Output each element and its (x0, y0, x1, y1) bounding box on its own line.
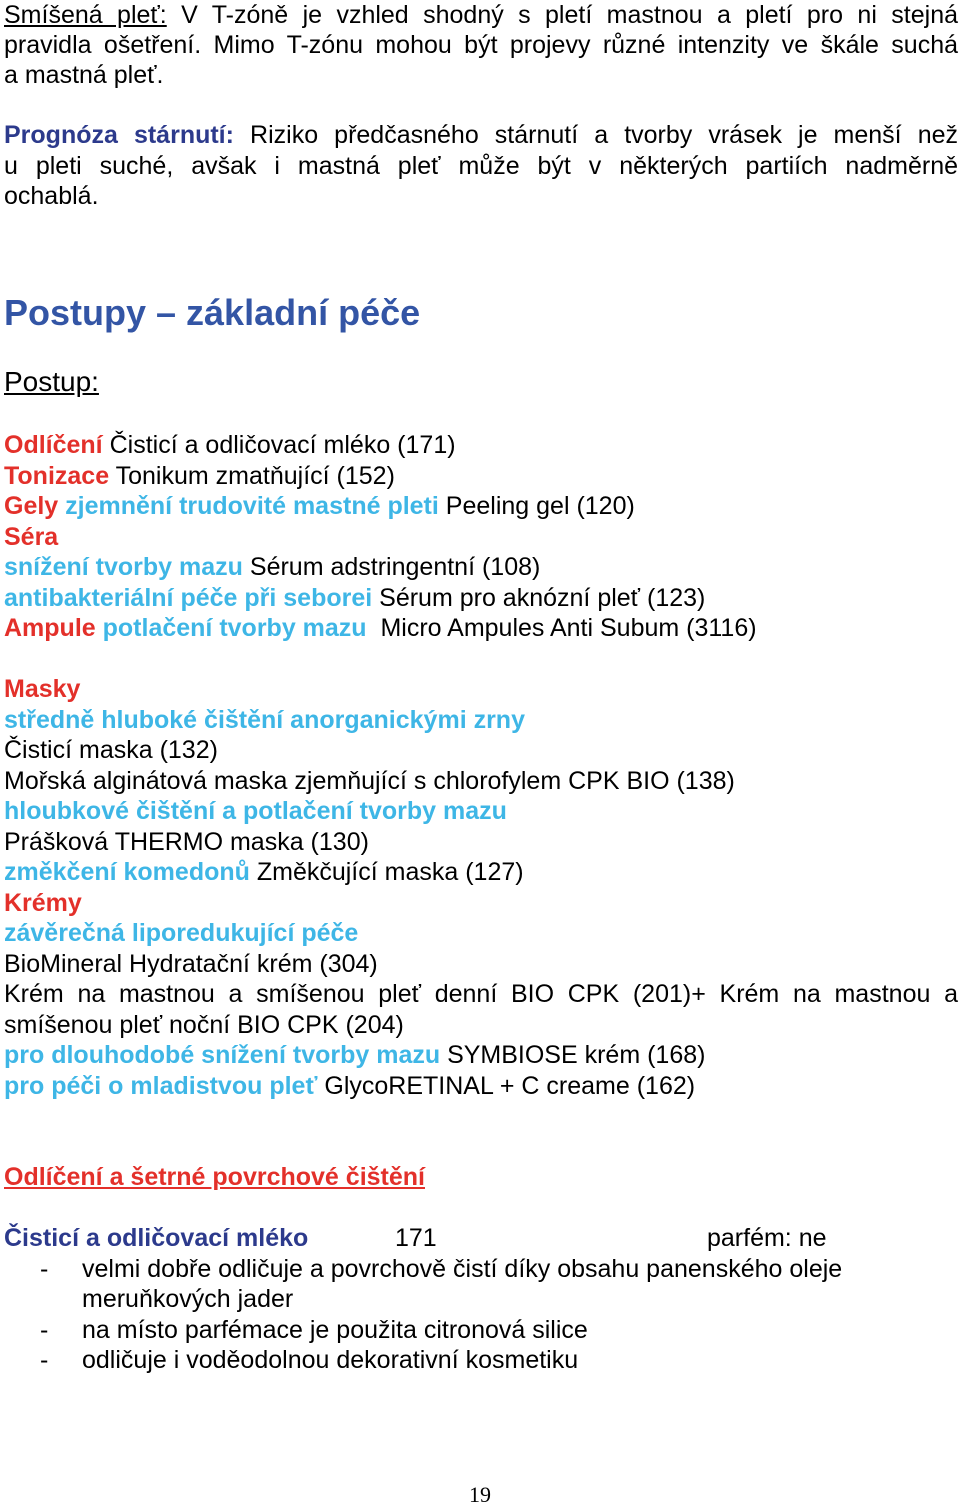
creams-purpose-1: závěrečná liporedukující péče (4, 919, 359, 947)
step-category: Gely (4, 492, 59, 520)
bullet-mark: - (40, 1255, 49, 1283)
step-product: Micro Ampules Anti Subum (3116) (366, 614, 757, 642)
step-sera-1 (4, 552, 540, 582)
bullet-2: na místo parfémace je použita citronová silice (82, 1316, 588, 1344)
mask-product-2: Mořská alginátová maska zjemňující s chlorofylem CPK BIO (138) (4, 767, 735, 795)
prognosis-line-1 (4, 120, 958, 150)
creams-line-3 (4, 1040, 705, 1070)
step-product: Sérum adstringentní (108) (242, 553, 541, 581)
creams-purpose-2: pro dlouhodobé snížení tvorby mazu (4, 1041, 441, 1069)
step-category: Odlíčení (4, 431, 103, 459)
step-gely (4, 491, 635, 521)
mixed-skin-line-1 (4, 0, 958, 30)
mask-product-3: Prášková THERMO maska (130) (4, 828, 369, 856)
creams-purpose-3: pro péči o mladistvou pleť (4, 1072, 318, 1100)
step-sera-2 (4, 583, 705, 613)
section-subtitle: Postup: (4, 366, 99, 397)
creams-category: Krémy (4, 889, 82, 917)
bullet-3: odličuje i voděodolnou dekorativní kosmetiku (82, 1346, 579, 1374)
cream-product-1: BioMineral Hydratační krém (304) (4, 950, 378, 978)
step-category: Séra (4, 523, 59, 551)
cream-product-3: SYMBIOSE krém (168) (440, 1041, 706, 1069)
step-ampule (4, 613, 757, 643)
bullet-mark: - (40, 1346, 49, 1374)
creams-line-4 (4, 1071, 695, 1101)
prognosis-line-2: u pleti suché, avšak i mastná pleť může být v některých partiích nadměrně (4, 152, 958, 180)
masks-purpose-1: středně hluboké čištění anorganickými zrny (4, 706, 525, 734)
bullet-1-line-1: velmi dobře odličuje a povrchově čistí díky obsahu panenského oleje (82, 1255, 843, 1283)
cleansing-product-name: Čisticí a odličovací mléko (4, 1224, 309, 1252)
cleansing-perfume: parfém: ne (707, 1224, 827, 1252)
mixed-skin-label: Smíšená pleť: (4, 1, 167, 29)
cream-product-2-line-1: Krém na mastnou a smíšenou pleť denní BIO CPK (201)+ Krém na mastnou a (4, 980, 958, 1008)
cleansing-product-number: 171 (395, 1224, 437, 1252)
step-product: Peeling gel (120) (438, 492, 635, 520)
mixed-skin-line-2: pravidla ošetření. Mimo T-zónu mohou být projevy různé intenzity ve škále suchá (4, 31, 958, 59)
step-sera (4, 522, 58, 552)
step-product: Sérum pro aknózní pleť (123) (372, 584, 706, 612)
step-purpose: potlačení tvorby mazu (95, 614, 367, 642)
masks-category: Masky (4, 675, 81, 703)
mixed-skin-line-3: a mastná pleť. (4, 61, 164, 89)
bullet-mark: - (40, 1316, 49, 1344)
step-category: Ampule (4, 614, 96, 642)
bullet-1-line-2: meruňkových jader (82, 1285, 294, 1313)
step-category: Tonizace (4, 462, 110, 490)
step-purpose: snížení tvorby mazu (4, 553, 243, 581)
section-title: Postupy – základní péče (4, 292, 421, 333)
masks-purpose-3: změkčení komedonů (4, 858, 250, 886)
step-product: Čisticí a odličovací mléko (171) (102, 431, 456, 459)
step-tonizace (4, 461, 395, 491)
step-odliceni (4, 430, 456, 460)
cream-product-4: GlycoRETINAL + C creame (162) (317, 1072, 696, 1100)
step-purpose: antibakteriální péče při seborei (4, 584, 373, 612)
page-number: 19 (469, 1482, 491, 1507)
mask-product-1: Čisticí maska (132) (4, 736, 218, 764)
mixed-skin-text: V T-zóně je vzhled shodný s pletí mastnou a pletí pro ni stejná (166, 1, 958, 29)
prognosis-text: Riziko předčasného stárnutí a tvorby vrásek je menší než (233, 121, 959, 149)
step-product: Tonikum zmatňující (152) (109, 462, 395, 490)
step-purpose: zjemnění trudovité mastné pleti (58, 492, 439, 520)
masks-purpose-2: hloubkové čištění a potlačení tvorby mazu (4, 797, 507, 825)
masks-line-4 (4, 857, 524, 887)
cream-product-2-line-2: smíšenou pleť noční BIO CPK (204) (4, 1011, 404, 1039)
cleansing-heading: Odlíčení a šetrné povrchové čištění (4, 1163, 425, 1191)
prognosis-line-3: ochablá. (4, 182, 99, 210)
mask-product-4: Změkčující maska (127) (249, 858, 524, 886)
prognosis-label: Prognóza stárnutí: (4, 121, 234, 149)
